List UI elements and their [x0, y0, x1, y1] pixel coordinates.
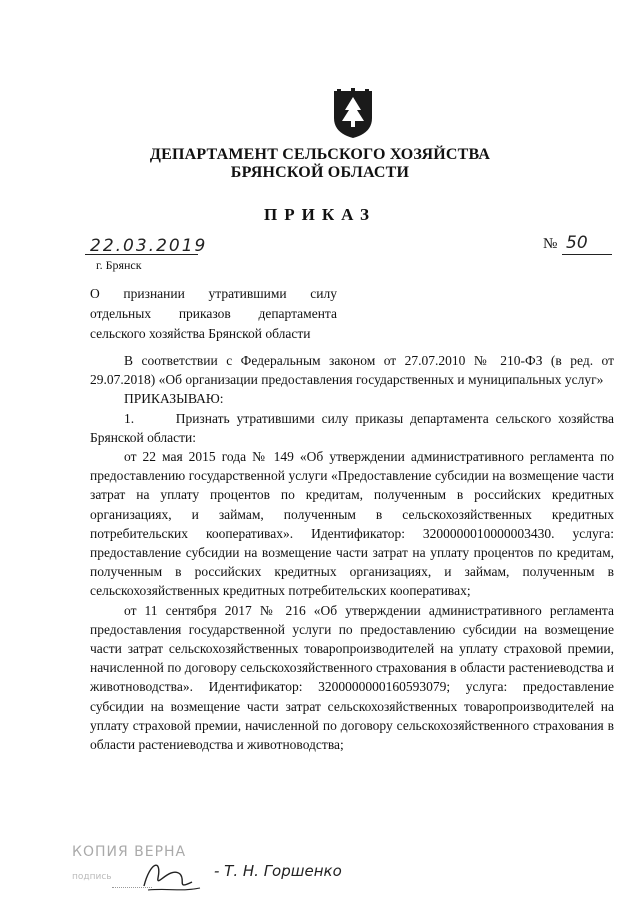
order-number-label: № — [543, 236, 558, 252]
coat-of-arms-icon — [331, 88, 375, 140]
department-name-line2: БРЯНСКОЙ ОБЛАСТИ — [230, 164, 410, 181]
department-name-line1: ДЕПАРТАМЕНТ СЕЛЬСКОГО ХОЗЯЙСТВА — [149, 146, 491, 163]
number-underline — [562, 254, 612, 255]
order-date: 22.03.2019 — [90, 236, 208, 256]
order-number: 50 — [566, 233, 588, 253]
intro-paragraph: В соответствии с Федеральным законом от 27.07.2010 № 210-ФЗ (в ред. от 29.07.2018) «Об организации предоставления государственных и муниципальных услуг» — [90, 353, 614, 388]
date-underline — [85, 254, 198, 255]
order-subject: О признании утратившими силу отдельных приказов департамента сельского хозяйства Брянской области — [90, 286, 337, 341]
copy-stamp: КОПИЯ ВЕРНА — [72, 844, 187, 860]
copy-stamp-small: подпись — [72, 872, 112, 882]
document-title: ПРИКАЗ — [264, 205, 376, 224]
signature-name: - Т. Н. Горшенко — [214, 862, 342, 880]
item-1: 1. Признать утратившими силу приказы департамента сельского хозяйства Брянской области: — [90, 410, 614, 445]
order-body — [90, 351, 614, 754]
repealed-order-2: от 11 сентября 2017 № 216 «Об утверждении административного регламента предоставления государственной услуги по предоставлению субсидии на возмещение части затрат сельскохозяйственных товаропроизводителей на уплату страховой премии, начисленной по договору сельскохозяйственного страхования в области растениеводства и животноводства». Идентификатор: 3200000000160593079; услуга: предоставление субсидии на возмещение части затрат сельскохозяйственных товаропроизводителей на уплату страховой премии, начисленной по договору сельскохозяйственного страхования в области растениеводства и животноводства; — [90, 602, 614, 753]
repealed-order-1: от 22 мая 2015 года № 149 «Об утверждении административного регламента по предоставлению государственной услуги «Предоставление субсидии на возмещение части затрат на уплату процентов по кредитам, полученным в российских кредитных организациях, и займам, полученным в сельскохозяйственных кредитных потребительских кооперативах». Идентификатор: 3200000010000003430. услуга: предоставление субсидии на возмещение части затрат на уплату процентов по кредитам, полученным в российских кредитных организациях, и займам, полученным в сельскохозяйственных кредитных потребительских кооперативах; — [90, 449, 614, 599]
order-word: ПРИКАЗЫВАЮ: — [124, 391, 224, 407]
order-city: г. Брянск — [96, 258, 142, 272]
